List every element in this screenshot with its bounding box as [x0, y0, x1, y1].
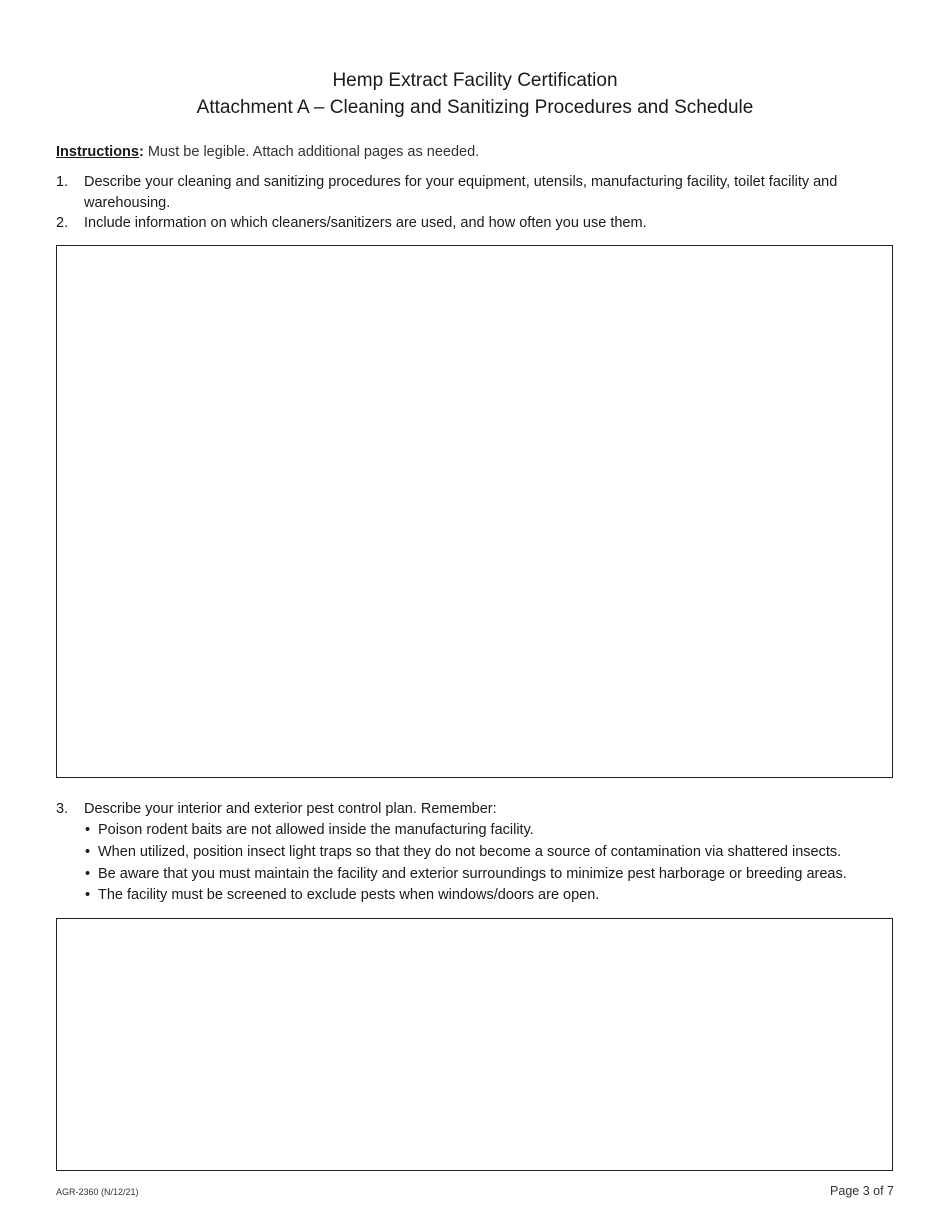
instructions-colon: :: [138, 144, 144, 160]
instructions-label: Instructions: [56, 144, 139, 160]
list-item-text: Describe your interior and exterior pest control plan. Remember:: [84, 801, 497, 817]
list-item-number: 3.: [56, 801, 69, 817]
list-item: [84, 885, 914, 907]
pest-control-reminders: [84, 820, 914, 907]
form-id: AGR-2360 (N/12/21): [56, 1187, 139, 1197]
bullet-text: Be aware that you must maintain the facility and exterior surroundings to minimize pest harborage or breeding areas.: [98, 865, 847, 882]
cleaning-procedures-answer-box[interactable]: [56, 245, 893, 778]
instructions: [56, 142, 479, 162]
bullet-icon: •: [85, 843, 91, 860]
list-item-number: 2.: [56, 215, 69, 231]
list-item-number: 1.: [56, 174, 69, 190]
list-item-text: Include information on which cleaners/sanitizers are used, and how often you use them.: [84, 215, 647, 231]
document-title: Hemp Extract Facility Certification: [332, 70, 618, 91]
bullet-icon: •: [85, 822, 91, 838]
document-subtitle: Attachment A – Cleaning and Sanitizing Procedures and Schedule: [196, 97, 754, 118]
bullet-text: The facility must be screened to exclude pests when windows/doors are open.: [98, 887, 600, 904]
list-item: [84, 820, 914, 842]
list-item-text: Describe your cleaning and sanitizing procedures for your equipment, utensils, manufacturing facility, toilet facility and warehousing.: [84, 174, 838, 211]
pest-control-answer-box[interactable]: [56, 918, 893, 1171]
bullet-icon: •: [85, 865, 91, 882]
bullet-icon: •: [85, 887, 91, 904]
list-item-1: [56, 172, 901, 213]
list-item-3: [56, 799, 901, 820]
list-item-2: [56, 213, 901, 234]
page-number: Page 3 of 7: [830, 1184, 894, 1198]
list-item: [84, 864, 914, 886]
instructions-text: Must be legible. Attach additional pages as needed.: [143, 144, 480, 160]
bullet-text: Poison rodent baits are not allowed inside the manufacturing facility.: [98, 822, 534, 838]
list-item: [84, 842, 914, 864]
bullet-text: When utilized, position insect light traps so that they do not become a source of contamination via shattered insects.: [98, 843, 842, 860]
